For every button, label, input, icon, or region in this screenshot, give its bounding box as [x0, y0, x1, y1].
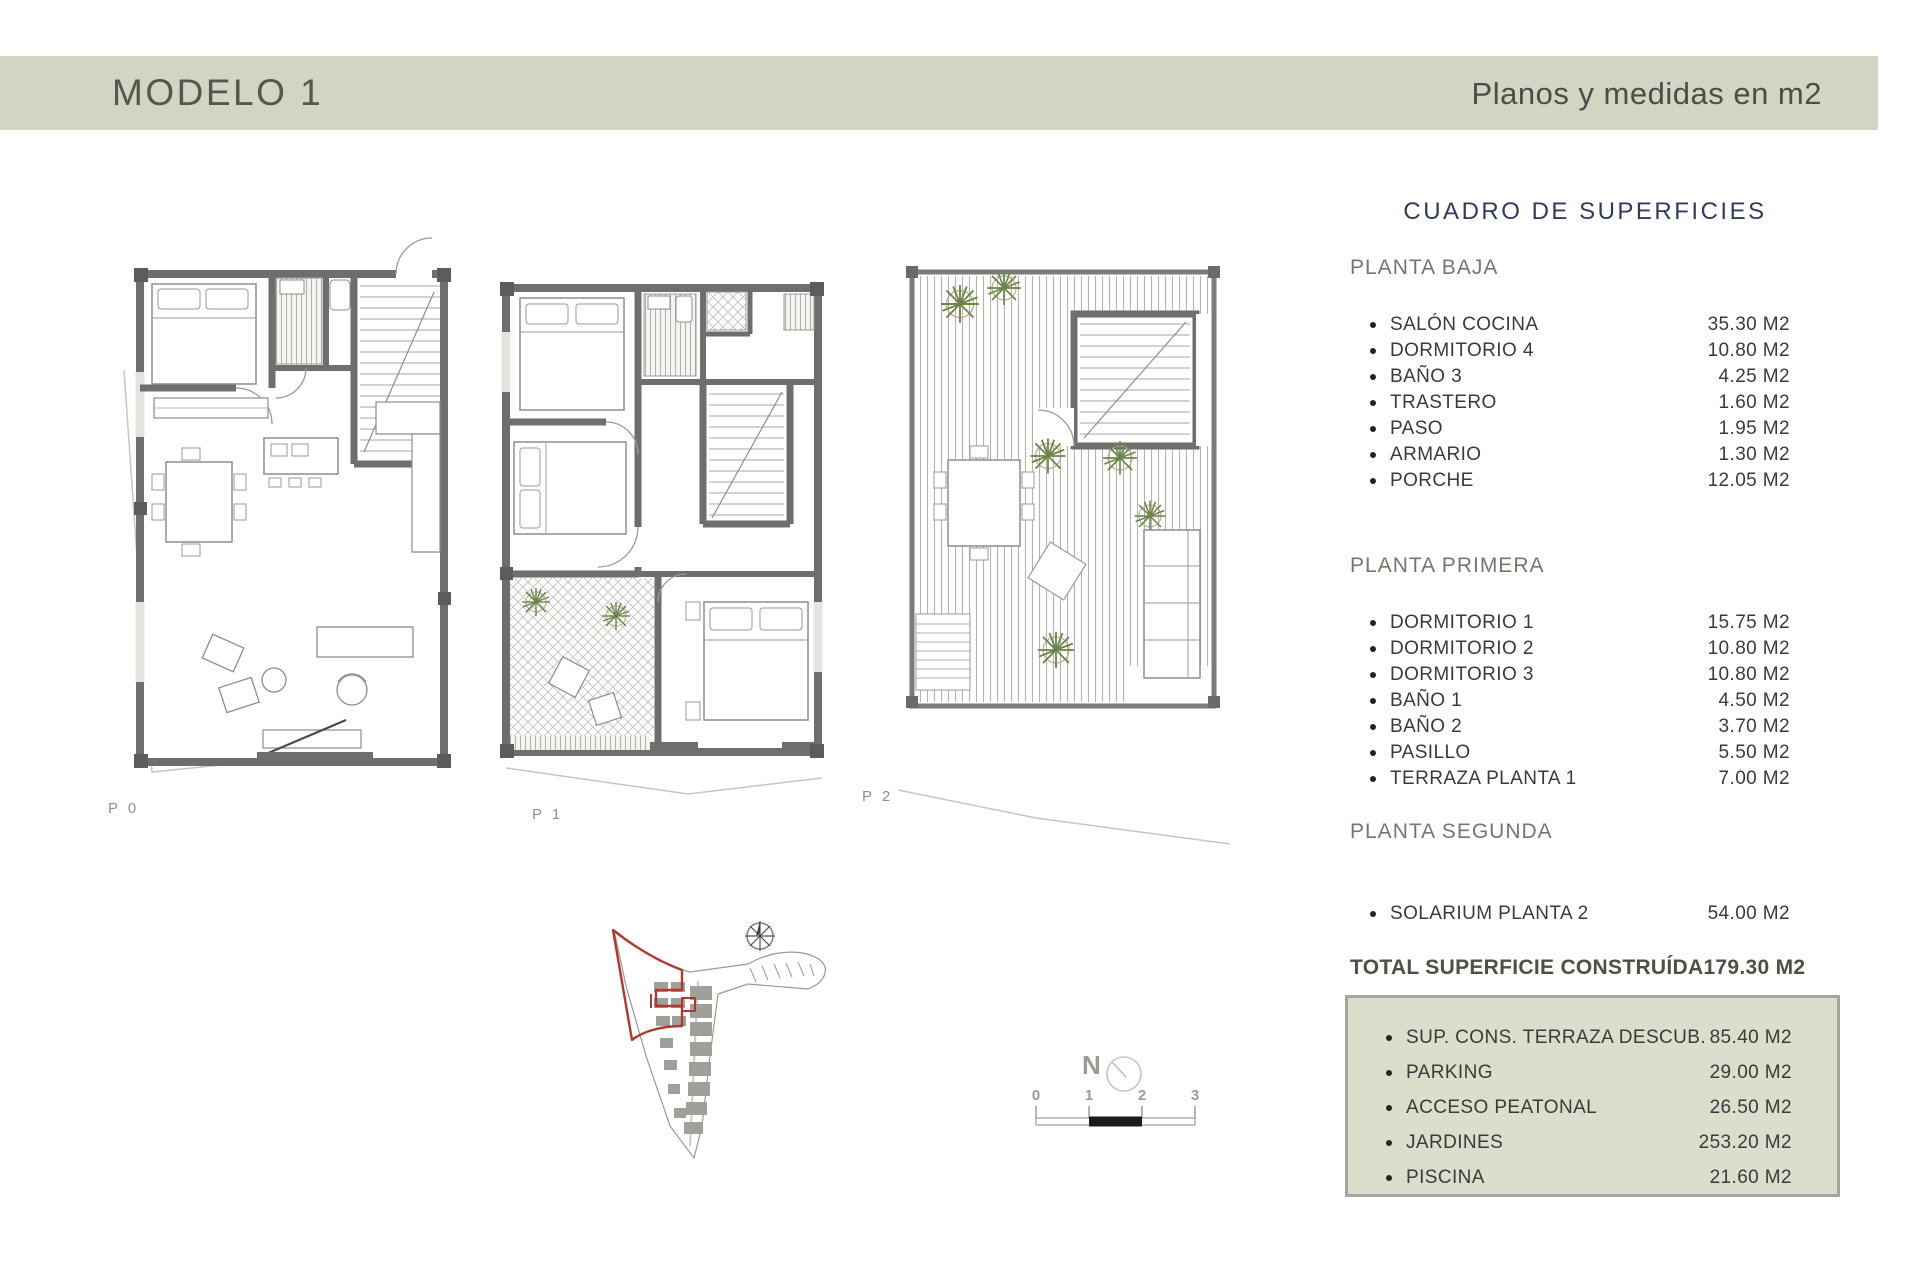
- surface-value: 1.60 M2: [1718, 392, 1790, 413]
- bullet-icon: [1370, 776, 1376, 782]
- surface-value: 85.40 M2: [1709, 1026, 1792, 1048]
- section-header: PLANTA BAJA: [1350, 256, 1499, 279]
- total-surface-row: [1350, 956, 1806, 980]
- surface-row: [1350, 610, 1790, 636]
- section-header: PLANTA SEGUNDA: [1350, 820, 1553, 843]
- surface-value: 29.00 M2: [1709, 1061, 1792, 1083]
- surface-section-planta-baja: [1350, 256, 1790, 494]
- floor-plan-p2: [896, 258, 1231, 848]
- bullet-icon: [1370, 400, 1376, 406]
- surface-value: 4.25 M2: [1718, 366, 1790, 387]
- surface-label: DORMITORIO 1: [1390, 612, 1534, 633]
- surface-section-planta-primera: [1350, 554, 1790, 792]
- surface-label: ACCESO PEATONAL: [1406, 1096, 1598, 1118]
- plan-label-p1: P 1: [532, 806, 564, 823]
- surface-row: [1350, 390, 1790, 416]
- surface-label: SALÓN COCINA: [1390, 314, 1539, 335]
- surface-value: 10.80 M2: [1707, 340, 1790, 361]
- floor-plan-p1: [488, 272, 834, 832]
- surface-row: [1350, 740, 1790, 766]
- surface-value: 253.20 M2: [1698, 1131, 1792, 1153]
- surface-label: BAÑO 1: [1390, 690, 1463, 711]
- surface-value: 1.95 M2: [1718, 418, 1790, 439]
- surface-label: BAÑO 2: [1390, 716, 1463, 737]
- exterior-surfaces-box: [1345, 995, 1840, 1197]
- bullet-icon: [1370, 672, 1376, 678]
- surface-label: PASILLO: [1390, 742, 1471, 763]
- bullet-icon: [1386, 1140, 1392, 1146]
- surface-label: BAÑO 3: [1390, 366, 1463, 387]
- surface-row: [1350, 901, 1790, 927]
- section-header: PLANTA PRIMERA: [1350, 554, 1545, 577]
- north-label: N: [1082, 1050, 1101, 1080]
- surface-label: SUP. CONS. TERRAZA DESCUB.: [1406, 1026, 1707, 1048]
- surface-value: 35.30 M2: [1707, 314, 1790, 335]
- surface-label: PASO: [1390, 418, 1443, 439]
- surface-value: 1.30 M2: [1718, 444, 1790, 465]
- surface-row: [1350, 688, 1790, 714]
- bullet-icon: [1370, 348, 1376, 354]
- surface-label: PISCINA: [1406, 1166, 1485, 1188]
- surface-label: SOLARIUM PLANTA 2: [1390, 903, 1589, 924]
- surface-row: [1350, 636, 1790, 662]
- bullet-icon: [1370, 322, 1376, 328]
- surface-label: PORCHE: [1390, 470, 1474, 491]
- surface-value: 12.05 M2: [1707, 470, 1790, 491]
- bullet-icon: [1370, 724, 1376, 730]
- surface-label: DORMITORIO 4: [1390, 340, 1534, 361]
- bullet-icon: [1370, 426, 1376, 432]
- surface-row: [1350, 714, 1790, 740]
- bullet-icon: [1370, 698, 1376, 704]
- surface-row: [1386, 1160, 1792, 1195]
- total-value: 179.30 M2: [1703, 956, 1806, 979]
- surface-label: TRASTERO: [1390, 392, 1497, 413]
- plan-label-p2: P 2: [862, 788, 894, 805]
- surface-section-planta-segunda: [1350, 820, 1790, 927]
- surface-row: [1386, 1125, 1792, 1160]
- scale-tick-label: 0: [1031, 1087, 1041, 1104]
- surface-label: JARDINES: [1406, 1131, 1504, 1153]
- surface-value: 3.70 M2: [1718, 716, 1790, 737]
- surface-row: [1386, 1020, 1792, 1055]
- bullet-icon: [1370, 620, 1376, 626]
- surface-label: PARKING: [1406, 1061, 1493, 1083]
- scale-tick-label: 1: [1084, 1087, 1094, 1104]
- surface-label: DORMITORIO 2: [1390, 638, 1534, 659]
- surface-row: [1350, 364, 1790, 390]
- surface-row: [1386, 1055, 1792, 1090]
- scale-tick-label: 2: [1137, 1087, 1147, 1104]
- surface-label: ARMARIO: [1390, 444, 1482, 465]
- total-label: TOTAL SUPERFICIE CONSTRUÍDA: [1350, 956, 1704, 979]
- surface-value: 15.75 M2: [1707, 612, 1790, 633]
- surface-label: DORMITORIO 3: [1390, 664, 1534, 685]
- bullet-icon: [1370, 374, 1376, 380]
- surface-row: [1350, 468, 1790, 494]
- bullet-icon: [1370, 452, 1376, 458]
- surface-value: 10.80 M2: [1707, 664, 1790, 685]
- surface-row: [1350, 766, 1790, 792]
- surface-row: [1350, 312, 1790, 338]
- scale-bar: [1026, 1084, 1221, 1134]
- page-title: MODELO 1: [112, 72, 324, 113]
- surface-row: [1350, 338, 1790, 364]
- bullet-icon: [1386, 1070, 1392, 1076]
- surface-row: [1350, 442, 1790, 468]
- surface-value: 5.50 M2: [1718, 742, 1790, 763]
- surface-row: [1386, 1090, 1792, 1125]
- bullet-icon: [1370, 646, 1376, 652]
- bullet-icon: [1370, 478, 1376, 484]
- surface-value: 54.00 M2: [1707, 903, 1790, 924]
- header-bar: [0, 56, 1878, 130]
- plan-label-p0: P 0: [108, 800, 140, 817]
- surface-value: 10.80 M2: [1707, 638, 1790, 659]
- bullet-icon: [1386, 1175, 1392, 1181]
- site-plan: [598, 886, 838, 1181]
- floor-plan-p0: [114, 234, 454, 800]
- bullet-icon: [1386, 1105, 1392, 1111]
- page-subtitle: Planos y medidas en m2: [1471, 76, 1822, 111]
- bullet-icon: [1370, 750, 1376, 756]
- surface-value: 7.00 M2: [1718, 768, 1790, 789]
- surface-value: 21.60 M2: [1709, 1166, 1792, 1188]
- surface-value: 4.50 M2: [1718, 690, 1790, 711]
- compass-rose-icon: [745, 921, 775, 951]
- bullet-icon: [1386, 1035, 1392, 1041]
- bullet-icon: [1370, 911, 1376, 917]
- surfaces-table-title: CUADRO DE SUPERFICIES: [1403, 198, 1767, 225]
- surface-label: TERRAZA PLANTA 1: [1390, 768, 1577, 789]
- surface-row: [1350, 416, 1790, 442]
- scale-tick-label: 3: [1190, 1087, 1200, 1104]
- surface-row: [1350, 662, 1790, 688]
- surface-value: 26.50 M2: [1709, 1096, 1792, 1118]
